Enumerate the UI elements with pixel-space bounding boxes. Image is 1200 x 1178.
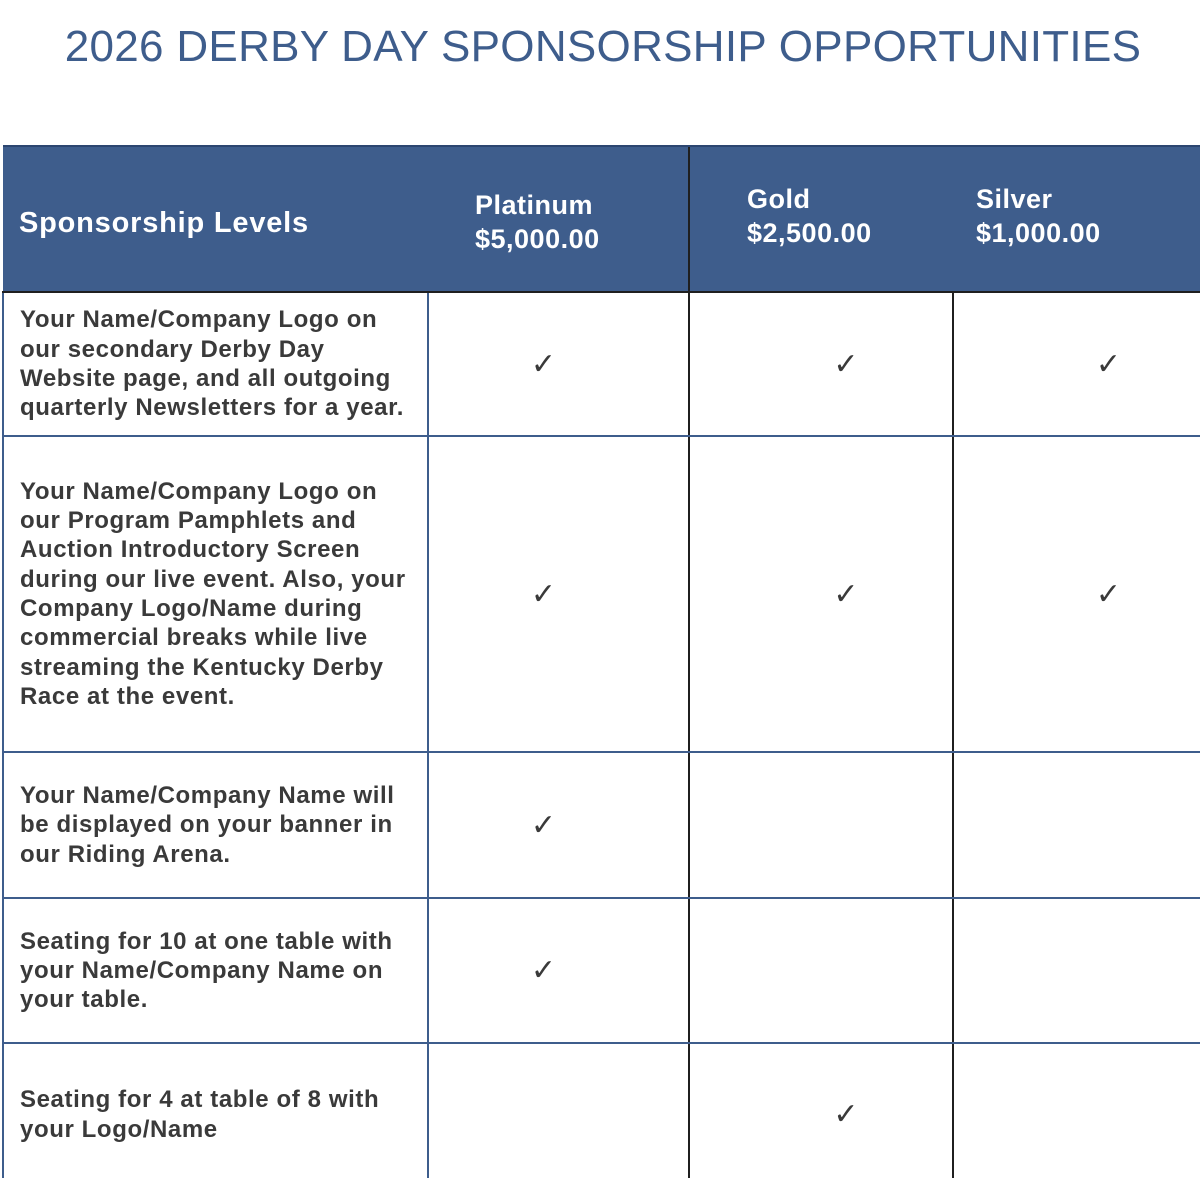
- gold-cell: [689, 752, 953, 898]
- checkmark-icon: ✓: [530, 576, 557, 612]
- tier-price: $5,000.00: [475, 224, 600, 254]
- feature-description: Your Name/Company Logo on our Program Pamphlets and Auction Introductory Screen during our live event. Also, your Company Logo/Name during commercial breaks while live streaming the Kentucky Derby Race at the event.: [3, 436, 428, 752]
- checkmark-icon: ✓: [530, 346, 557, 382]
- tier-name: Gold: [747, 184, 811, 214]
- silver-cell: [953, 1043, 1200, 1178]
- checkmark-icon: ✓: [833, 346, 859, 382]
- gold-cell: [689, 436, 953, 752]
- checkmark-icon: ✓: [833, 576, 859, 612]
- platinum-cell: [428, 752, 689, 898]
- feature-description: Seating for 10 at one table with your Name/Company Name on your table.: [3, 898, 428, 1043]
- gold-cell: [689, 1043, 953, 1178]
- feature-description: Your Name/Company Logo on our secondary Derby Day Website page, and all outgoing quarterly Newsletters for a year.: [3, 292, 428, 436]
- feature-description: Seating for 4 at table of 8 with your Logo/Name: [3, 1043, 428, 1178]
- tier-name: Platinum: [475, 190, 594, 220]
- platinum-cell: [428, 1043, 689, 1178]
- tier-price: $2,500.00: [747, 218, 872, 248]
- checkmark-icon: ✓: [530, 953, 557, 988]
- gold-cell: [689, 292, 953, 436]
- header-tier-platinum: [428, 146, 689, 292]
- table-row: [3, 292, 1200, 436]
- page-title: 2026 DERBY DAY SPONSORSHIP OPPORTUNITIES: [64, 22, 1142, 71]
- silver-cell: [953, 898, 1200, 1043]
- feature-description: Your Name/Company Name will be displayed on your banner in our Riding Arena.: [3, 752, 428, 898]
- checkmark-icon: ✓: [833, 1097, 859, 1132]
- platinum-cell: [428, 898, 689, 1043]
- tier-price: $1,000.00: [976, 218, 1101, 248]
- table-row: [3, 1043, 1200, 1178]
- silver-cell: [953, 752, 1200, 898]
- sponsorship-table: [2, 145, 1200, 1178]
- checkmark-icon: ✓: [1095, 576, 1122, 612]
- header-tier-silver: [953, 146, 1200, 292]
- table-row: [3, 436, 1200, 752]
- table-row: [3, 752, 1200, 898]
- checkmark-icon: ✓: [530, 807, 557, 843]
- header-row: [3, 146, 1200, 292]
- tier-name: Silver: [976, 184, 1053, 214]
- header-sponsorship-levels: Sponsorship Levels: [3, 146, 428, 292]
- platinum-cell: [428, 436, 689, 752]
- table-row: [3, 898, 1200, 1043]
- platinum-cell: [428, 292, 689, 436]
- header-tier-gold: [689, 146, 953, 292]
- checkmark-icon: ✓: [1095, 346, 1122, 382]
- silver-cell: [953, 436, 1200, 752]
- gold-cell: [689, 898, 953, 1043]
- silver-cell: [953, 292, 1200, 436]
